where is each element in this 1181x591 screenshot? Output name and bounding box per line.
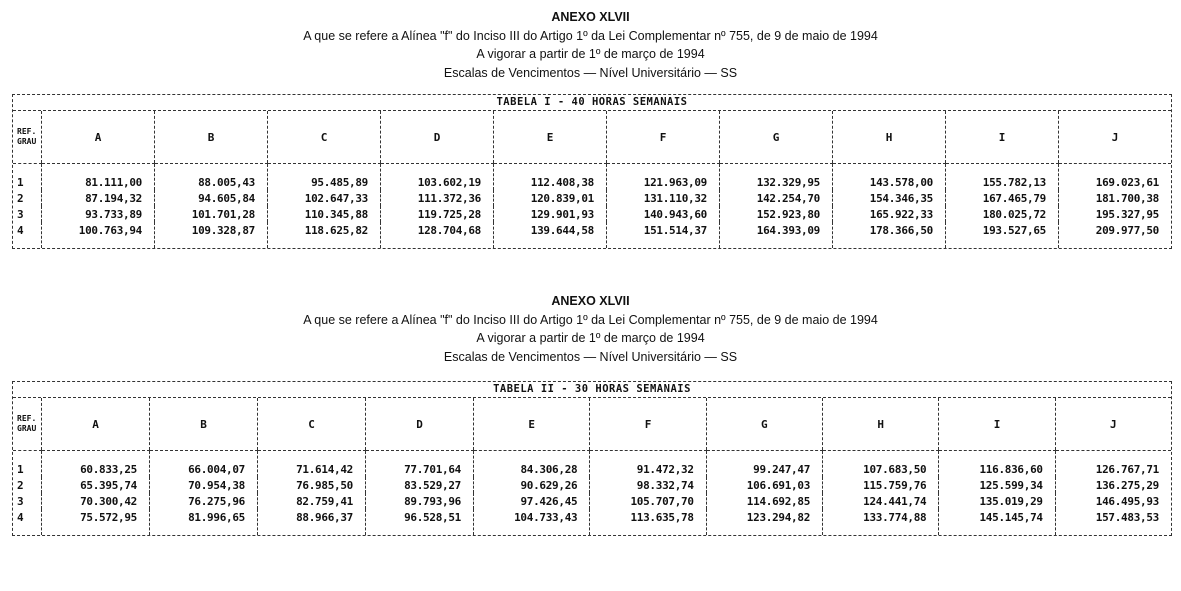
salary-cell: 96.528,51 [366, 509, 474, 535]
salary-cell: 125.599,34 [939, 477, 1055, 493]
column-header: C [268, 111, 381, 164]
grau-cell: 4 [17, 510, 24, 524]
salary-cell: 76.985,50 [258, 477, 366, 493]
grau-cell: 4 [17, 223, 24, 237]
salary-cell: 94.605,84 [155, 190, 268, 206]
column-header: I [946, 111, 1059, 164]
salary-cell: 180.025,72 [946, 206, 1059, 222]
column-header: G [720, 111, 833, 164]
salary-cell: 66.004,07 [150, 451, 258, 478]
salary-cell: 164.393,09 [720, 222, 833, 248]
column-header: J [1059, 111, 1172, 164]
salary-cell: 113.635,78 [590, 509, 706, 535]
salary-cell: 181.700,38 [1059, 190, 1172, 206]
column-header: F [607, 111, 720, 164]
salary-cell: 71.614,42 [258, 451, 366, 478]
salary-cell: 142.254,70 [720, 190, 833, 206]
salary-cell: 136.275,29 [1055, 477, 1171, 493]
column-header: D [381, 111, 494, 164]
salary-cell: 195.327,95 [1059, 206, 1172, 222]
salary-cell: 95.485,89 [268, 164, 381, 191]
salary-cell: 83.529,27 [366, 477, 474, 493]
salary-cell: 169.023,61 [1059, 164, 1172, 191]
salary-cell: 105.707,70 [590, 493, 706, 509]
salary-cell: 135.019,29 [939, 493, 1055, 509]
salary-table [12, 94, 1172, 249]
salary-cell: 121.963,09 [607, 164, 720, 191]
salary-cell: 123.294,82 [706, 509, 822, 535]
salary-cell: 104.733,43 [474, 509, 590, 535]
salary-cell: 75.572,95 [42, 509, 150, 535]
salary-cell: 178.366,50 [833, 222, 946, 248]
salary-cell: 112.408,38 [494, 164, 607, 191]
salary-cell: 131.110,32 [607, 190, 720, 206]
grau-cell: 3 [17, 207, 24, 221]
salary-cell: 111.372,36 [381, 190, 494, 206]
salary-cell: 60.833,25 [42, 451, 150, 478]
table-row [13, 164, 1171, 191]
annex-title: ANEXO XLVII [551, 294, 630, 308]
column-header: I [939, 398, 1055, 451]
table-row [13, 190, 1171, 206]
column-header: B [155, 111, 268, 164]
salary-cell: 81.996,65 [150, 509, 258, 535]
salary-cell: 107.683,50 [823, 451, 939, 478]
salary-cell: 87.194,32 [42, 190, 155, 206]
salary-cell: 118.625,82 [268, 222, 381, 248]
salary-cell: 103.602,19 [381, 164, 494, 191]
salary-cell: 76.275,96 [150, 493, 258, 509]
grau-cell: 1 [17, 462, 24, 476]
salary-cell: 139.644,58 [494, 222, 607, 248]
annex-effective: A vigorar a partir de 1º de março de 1994 [476, 47, 705, 61]
salary-cell: 140.943,60 [607, 206, 720, 222]
annex-scale: Escalas de Vencimentos — Nível Universitário — SS [443, 65, 738, 80]
salary-cell: 133.774,88 [823, 509, 939, 535]
table-row [13, 206, 1171, 222]
ref-label: REF. [17, 127, 37, 136]
salary-cell: 128.704,68 [381, 222, 494, 248]
column-header: H [823, 398, 939, 451]
ref-grau-header [13, 111, 42, 164]
table-row [13, 451, 1171, 478]
column-header: H [833, 111, 946, 164]
salary-cell: 98.332,74 [590, 477, 706, 493]
salary-cell: 84.306,28 [474, 451, 590, 478]
annex-header [0, 8, 1181, 82]
salary-cell: 90.629,26 [474, 477, 590, 493]
salary-cell: 65.395,74 [42, 477, 150, 493]
salary-cell: 146.495,93 [1055, 493, 1171, 509]
salary-cell: 154.346,35 [833, 190, 946, 206]
salary-cell: 99.247,47 [706, 451, 822, 478]
table-row [13, 222, 1171, 248]
ref-label: REF. [17, 414, 37, 423]
column-header: A [42, 111, 155, 164]
salary-cell: 209.977,50 [1059, 222, 1172, 248]
column-header: A [42, 398, 150, 451]
salary-cell: 88.005,43 [155, 164, 268, 191]
salary-cell: 129.901,93 [494, 206, 607, 222]
salary-cell: 124.441,74 [823, 493, 939, 509]
salary-cell: 81.111,00 [42, 164, 155, 191]
salary-cell: 93.733,89 [42, 206, 155, 222]
salary-cell: 101.701,28 [155, 206, 268, 222]
salary-cell: 114.692,85 [706, 493, 822, 509]
table-row [13, 493, 1171, 509]
annex-subtitle: A que se refere a Alínea "f" do Inciso III do Artigo 1º da Lei Complementar nº 755, de 9 de maio de 1994 [303, 28, 878, 43]
column-header: D [366, 398, 474, 451]
salary-cell: 145.145,74 [939, 509, 1055, 535]
salary-cell: 70.300,42 [42, 493, 150, 509]
salary-cell: 155.782,13 [946, 164, 1059, 191]
grau-label: GRAU [17, 137, 37, 146]
salary-cell: 165.922,33 [833, 206, 946, 222]
salary-cell: 102.647,33 [268, 190, 381, 206]
salary-cell: 193.527,65 [946, 222, 1059, 248]
salary-cell: 132.329,95 [720, 164, 833, 191]
grau-cell: 2 [17, 191, 24, 205]
grau-cell: 3 [17, 494, 24, 508]
grau-cell: 2 [17, 478, 24, 492]
salary-cell: 126.767,71 [1055, 451, 1171, 478]
salary-cell: 143.578,00 [833, 164, 946, 191]
salary-cell: 88.966,37 [258, 509, 366, 535]
salary-cell: 151.514,37 [607, 222, 720, 248]
ref-grau-header [13, 398, 42, 451]
annex-scale: Escalas de Vencimentos — Nível Universitário — SS [443, 349, 738, 364]
salary-cell: 167.465,79 [946, 190, 1059, 206]
salary-cell: 120.839,01 [494, 190, 607, 206]
column-header: E [474, 398, 590, 451]
annex-subtitle: A que se refere a Alínea "f" do Inciso III do Artigo 1º da Lei Complementar nº 755, de 9 de maio de 1994 [303, 312, 878, 327]
table-row [13, 477, 1171, 493]
grau-label: GRAU [17, 424, 37, 433]
salary-cell: 97.426,45 [474, 493, 590, 509]
column-header: F [590, 398, 706, 451]
salary-cell: 109.328,87 [155, 222, 268, 248]
column-header: C [258, 398, 366, 451]
salary-cell: 152.923,80 [720, 206, 833, 222]
salary-table [12, 381, 1172, 536]
column-header: E [494, 111, 607, 164]
salary-cell: 70.954,38 [150, 477, 258, 493]
grau-cell: 1 [17, 175, 24, 189]
column-header: J [1055, 398, 1171, 451]
salary-cell: 115.759,76 [823, 477, 939, 493]
column-header: B [150, 398, 258, 451]
table-caption: TABELA II - 30 HORAS SEMANAIS [13, 382, 1171, 398]
table-caption: TABELA I - 40 HORAS SEMANAIS [13, 95, 1171, 111]
salary-cell: 106.691,03 [706, 477, 822, 493]
salary-cell: 77.701,64 [366, 451, 474, 478]
salary-cell: 89.793,96 [366, 493, 474, 509]
salary-cell: 100.763,94 [42, 222, 155, 248]
salary-cell: 157.483,53 [1055, 509, 1171, 535]
salary-cell: 82.759,41 [258, 493, 366, 509]
table-row [13, 509, 1171, 535]
annex-effective: A vigorar a partir de 1º de março de 1994 [476, 331, 705, 345]
salary-cell: 119.725,28 [381, 206, 494, 222]
salary-cell: 110.345,88 [268, 206, 381, 222]
annex-header [0, 292, 1181, 366]
column-header: G [706, 398, 822, 451]
salary-cell: 116.836,60 [939, 451, 1055, 478]
salary-cell: 91.472,32 [590, 451, 706, 478]
annex-title: ANEXO XLVII [551, 10, 630, 24]
